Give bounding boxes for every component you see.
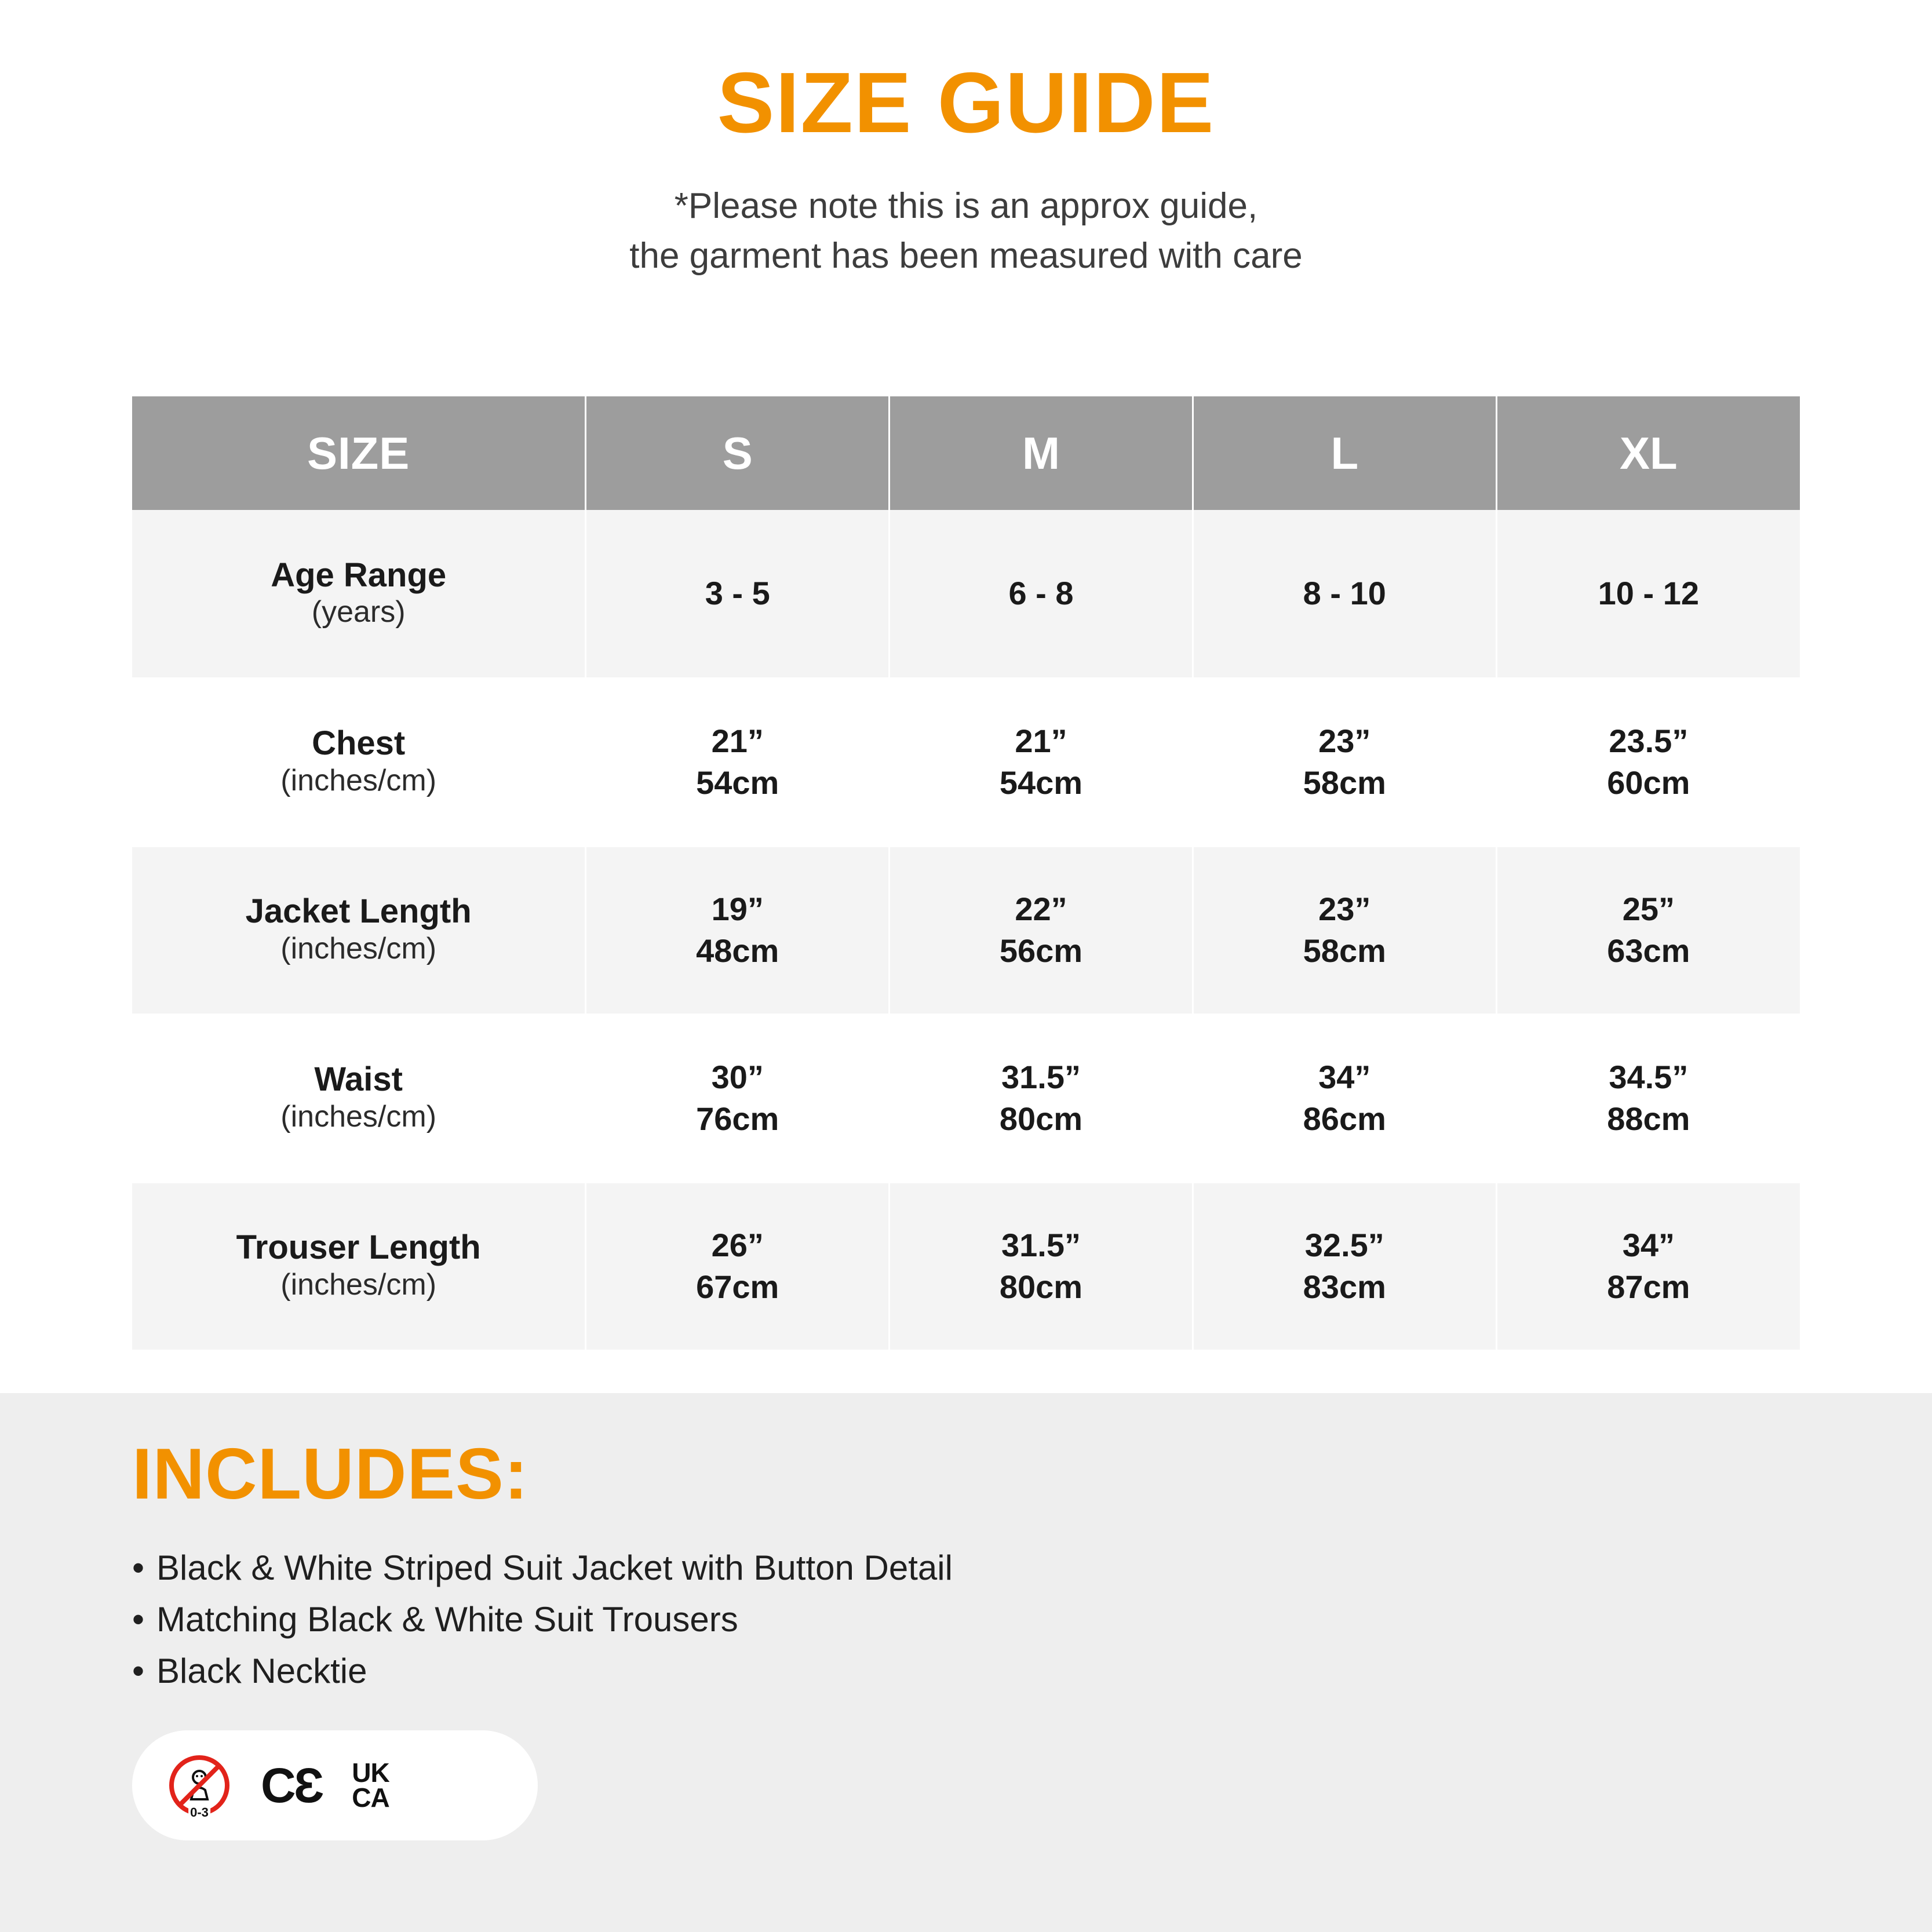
list-item-label: Black & White Striped Suit Jacket with Button Detail — [156, 1548, 953, 1587]
ukca-line-1: UK — [352, 1757, 389, 1788]
cell-value — [890, 678, 1193, 846]
column-header-xl: XL — [1496, 396, 1800, 510]
table-row — [132, 1182, 1800, 1350]
list-item — [132, 1646, 1932, 1697]
cell-value-line-1: 10 - 12 — [1598, 575, 1699, 612]
row-label: Chest — [312, 724, 406, 763]
size-table-container — [132, 396, 1800, 1351]
age-warning-label: 0-3 — [188, 1805, 210, 1820]
cell-value-line-2: 58cm — [1303, 764, 1386, 801]
row-label-cell — [132, 846, 586, 1014]
row-label: Age Range — [271, 556, 447, 594]
table-row — [132, 846, 1800, 1014]
cell-value — [1193, 510, 1496, 678]
row-sublabel: (inches/cm) — [280, 932, 437, 966]
column-header-size: SIZE — [132, 396, 586, 510]
compliance-badges — [132, 1730, 538, 1840]
cell-value-line-2: 60cm — [1607, 764, 1690, 801]
cell-value — [890, 1182, 1193, 1350]
cell-value-line-2: 80cm — [999, 1268, 1083, 1306]
cell-value — [586, 846, 890, 1014]
row-label: Trouser Length — [236, 1229, 481, 1267]
bullet-icon: • — [132, 1599, 145, 1639]
cell-value — [890, 1014, 1193, 1182]
no-children-under-three-icon — [168, 1754, 231, 1820]
cell-value — [1193, 1014, 1496, 1182]
table-row — [132, 678, 1800, 846]
page-note-line-1: *Please note this is an approx guide, — [674, 186, 1258, 227]
column-header-s: S — [586, 396, 890, 510]
list-item — [132, 1543, 1932, 1594]
row-label: Jacket Length — [245, 892, 472, 931]
page-header — [0, 0, 1932, 280]
cell-value-line-1: 22” — [1015, 890, 1067, 927]
list-item-label: Matching Black & White Suit Trousers — [156, 1599, 738, 1639]
cell-value — [1496, 1014, 1800, 1182]
cell-value-line-2: 87cm — [1607, 1268, 1690, 1306]
cell-value — [1193, 678, 1496, 846]
cell-value-line-1: 23” — [1318, 890, 1371, 927]
cell-value-line-2: 83cm — [1303, 1268, 1386, 1306]
table-row — [132, 1014, 1800, 1182]
table-row — [132, 510, 1800, 678]
size-table-head — [132, 396, 1800, 510]
cell-value-line-1: 23” — [1318, 722, 1371, 759]
row-sublabel: (inches/cm) — [280, 1268, 437, 1302]
size-table-body — [132, 510, 1800, 1350]
cell-value — [1496, 678, 1800, 846]
page-note-line-2: the garment has been measured with care — [629, 235, 1303, 276]
cell-value — [890, 510, 1193, 678]
cell-value — [1496, 510, 1800, 678]
includes-panel — [0, 1393, 1932, 1932]
cell-value — [1193, 1182, 1496, 1350]
ukca-line-2: CA — [352, 1782, 389, 1813]
row-sublabel: (inches/cm) — [280, 1100, 437, 1134]
page-title: SIZE GUIDE — [717, 55, 1215, 151]
list-item-label: Black Necktie — [156, 1651, 367, 1690]
cell-value-line-2: 76cm — [696, 1100, 779, 1138]
cell-value-line-2: 48cm — [696, 932, 779, 969]
row-label: Waist — [314, 1060, 403, 1099]
cell-value-line-1: 6 - 8 — [1008, 575, 1074, 612]
cell-value-line-2: 63cm — [1607, 932, 1690, 969]
ukca-mark-icon — [352, 1757, 389, 1813]
column-header-m: M — [890, 396, 1193, 510]
cell-value-line-1: 31.5” — [1001, 1058, 1081, 1095]
cell-value — [586, 678, 890, 846]
size-table — [132, 396, 1800, 1351]
list-item — [132, 1594, 1932, 1646]
cell-value-line-1: 3 - 5 — [705, 575, 770, 612]
cell-value-line-1: 25” — [1622, 890, 1675, 927]
cell-value-line-2: 58cm — [1303, 932, 1386, 969]
cell-value-line-1: 34.5” — [1609, 1058, 1689, 1095]
cell-value-line-2: 86cm — [1303, 1100, 1386, 1138]
row-label-cell — [132, 1182, 586, 1350]
cell-value-line-1: 21” — [711, 722, 764, 759]
cell-value — [890, 846, 1193, 1014]
cell-value-line-1: 30” — [711, 1058, 764, 1095]
cell-value-line-1: 34” — [1318, 1058, 1371, 1095]
bullet-icon: • — [132, 1651, 145, 1690]
cell-value-line-1: 34” — [1622, 1226, 1675, 1263]
cell-value — [1193, 846, 1496, 1014]
cell-value-line-2: 67cm — [696, 1268, 779, 1306]
row-sublabel: (years) — [311, 595, 406, 629]
includes-list — [132, 1543, 1932, 1697]
row-sublabel: (inches/cm) — [280, 764, 437, 798]
includes-title: INCLUDES: — [132, 1434, 529, 1514]
row-label-cell — [132, 1014, 586, 1182]
row-label-cell — [132, 510, 586, 678]
row-label-cell — [132, 678, 586, 846]
cell-value — [586, 1014, 890, 1182]
bullet-icon: • — [132, 1548, 145, 1587]
cell-value-line-2: 54cm — [696, 764, 779, 801]
cell-value — [1496, 846, 1800, 1014]
column-header-l: L — [1193, 396, 1496, 510]
ce-mark-icon: CƐ — [261, 1758, 322, 1813]
page-note — [0, 181, 1932, 280]
cell-value-line-1: 23.5” — [1609, 722, 1689, 759]
cell-value-line-1: 31.5” — [1001, 1226, 1081, 1263]
cell-value — [1496, 1182, 1800, 1350]
cell-value-line-1: 26” — [711, 1226, 764, 1263]
cell-value-line-1: 21” — [1015, 722, 1067, 759]
cell-value — [586, 510, 890, 678]
table-header-row — [132, 396, 1800, 510]
cell-value-line-1: 32.5” — [1304, 1226, 1384, 1263]
cell-value-line-2: 54cm — [999, 764, 1083, 801]
cell-value-line-1: 8 - 10 — [1303, 575, 1386, 612]
cell-value-line-2: 80cm — [999, 1100, 1083, 1138]
cell-value-line-2: 56cm — [999, 932, 1083, 969]
cell-value-line-2: 88cm — [1607, 1100, 1690, 1138]
cell-value-line-1: 19” — [711, 890, 764, 927]
cell-value — [586, 1182, 890, 1350]
